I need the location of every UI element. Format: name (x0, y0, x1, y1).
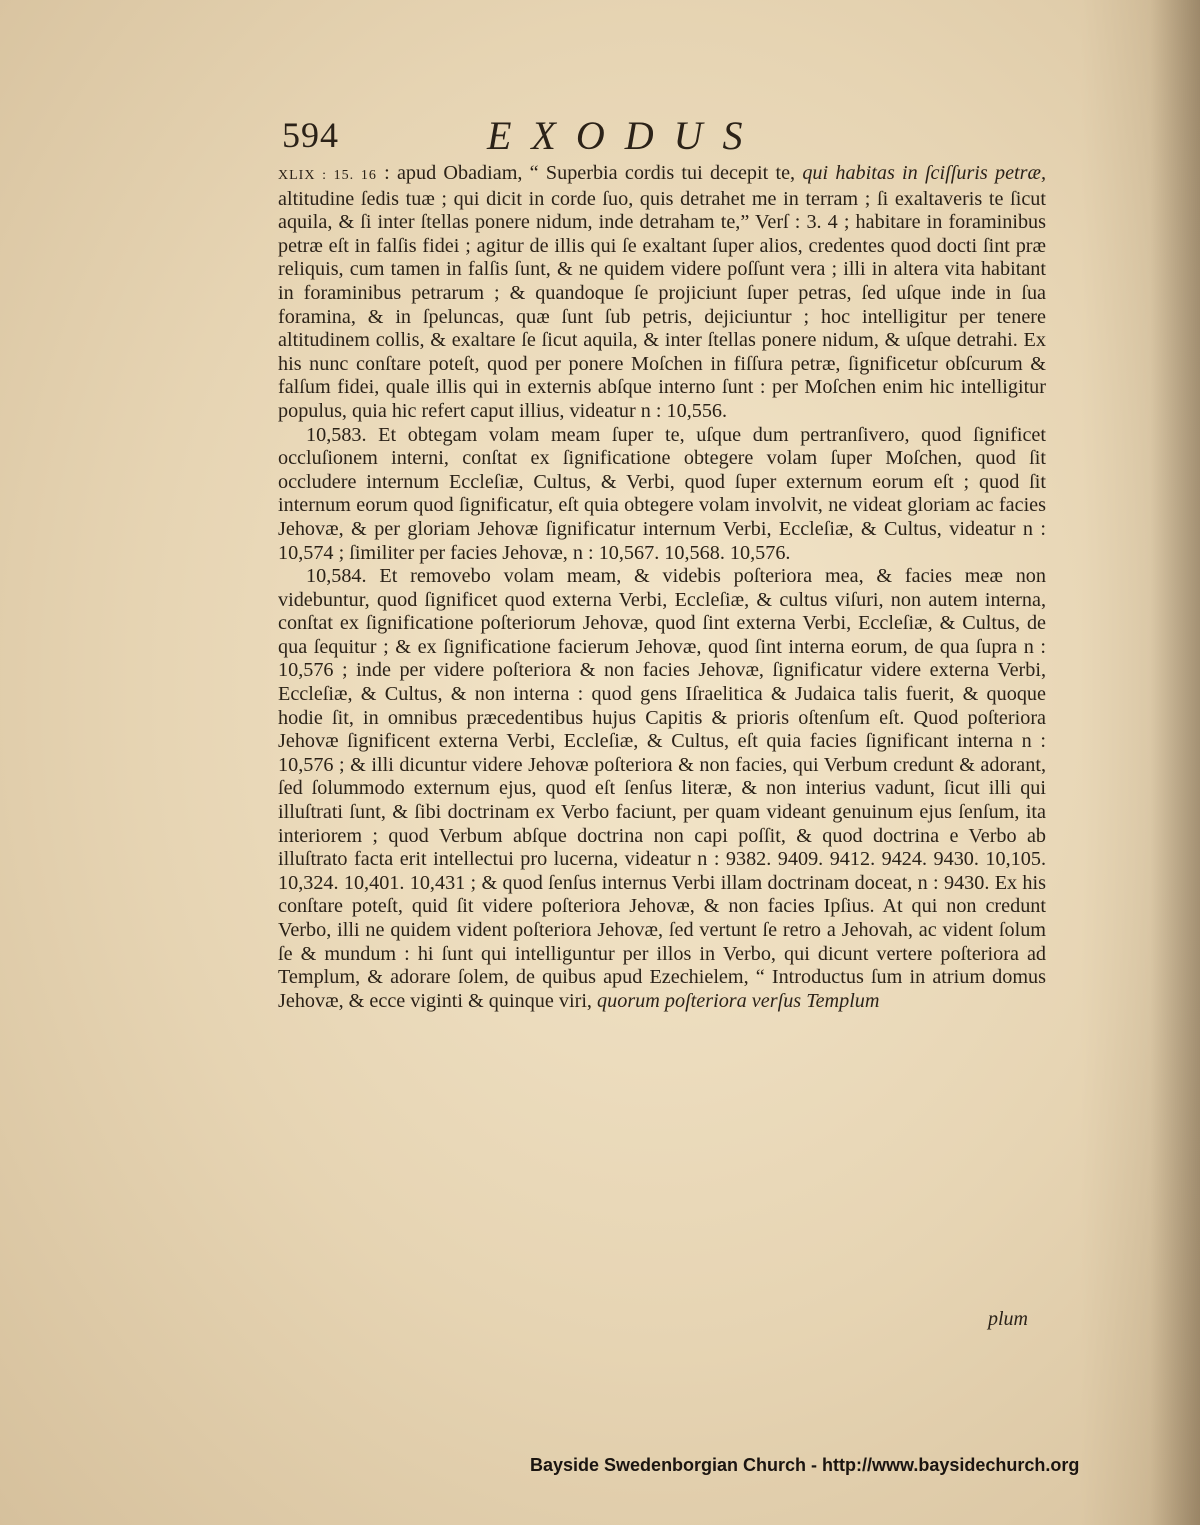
body-text (278, 162, 1046, 1013)
page-number: 594 (282, 115, 339, 155)
italic-quote: quorum poſteriora verſus Templum (597, 989, 880, 1012)
footer-credit: Bayside Swedenborgian Church - http://www.baysidechurch.org (530, 1455, 1080, 1475)
text-run: 10,584. Et removebo volam meam, & videbis poſteriora mea, & facies meæ non videbuntur, quod ſignificet quod externa Verbi, Eccleſiæ, & cultus viſuri, non autem interna, conſtat ex ſignificatione poſteriorum Jehovæ, quod ſint externa Verbi, Eccleſiæ, & Cultus, de qua ſequitur ; & ex ſignificatione facierum Jehovæ, quod ſint interna eorum, de qua ſupra n : 10,576 ; inde per videre poſteriora & non facies Jehovæ, ſignificatur videre externa Verbi, Eccleſiæ, & Cultus, & non interna : quod gens Iſraelitica & Judaica talis fuerit, & quoque hodie ſit, in omnibus præcedentibus hujus Capitis & prioris oſtenſum eſt. Quod poſteriora Jehovæ ſignificent externa Verbi, Eccleſiæ, & Cultus, eſt quia facies ſignificant interna n : 10,576 ; & illi dicuntur videre Jehovæ poſteriora & non facies, qui Verbum credunt & adorant, ſed ſolummodo externum ejus, quod eſt ſenſus literæ, & non interius vadunt, ſicut illi qui illuſtrati ſunt, & ſibi doctrinam ex Verbo faciunt, per quam videant genuinum ejus ſenſum, ita interiorem ; quod Verbum abſque doctrina non capi poſſit, & quod doctrina e Verbo ab illuſtrato facta erit intellectui pro lucerna, videatur n : 9382. 9409. 9412. 9424. 9430. 10,105. 10,324. 10,401. 10,431 ; & quod ſenſus internus Verbi illam doctrinam doceat, n : 9430. Ex his conſtare poteſt, quid ſit videre poſteriora Jehovæ, & non facies Ipſius. At qui non credunt Verbo, illi ne quidem vident poſteriora Jehovæ, ſed vertunt ſe retro a Jehovah, ac vident ſolum ſe & mundum : hi ſunt qui intelliguntur per illos in Verbo, qui dicunt vertere poſteriora ad Templum, & adorare ſolem, de quibus apud Ezechielem, “ Introductus ſum in atrium domus Jehovæ, & ecce viginti & quinque viri, (278, 565, 1046, 1012)
scripture-reference: XLIX : 15. 16 (278, 168, 377, 183)
running-head: EXODUS (487, 113, 763, 158)
page-header (282, 112, 1052, 160)
paragraph-continuation (278, 162, 1046, 424)
text-run: : apud Obadiam, “ Superbia cordis tui decepit te, (384, 162, 796, 184)
paragraph-10584 (278, 565, 1046, 1013)
text-run: altitudine ſedis tuæ ; qui dicit in corde ſuo, quis detrahet me in terram ; ſi exaltaveris te ſicut aquila, & ſi inter ſtellas ponere nidum, inde detraham te,” Verſ : 3. 4 ; habitare in foraminibus petræ eſt in falſis fidei ; agitur de illis qui ſe exaltant ſuper alios, credentes quod docti ſint præ reliquis, cum tamen in falſis ſunt, & ne quidem videre poſſunt vera ; illi in altera vita habitant in foraminibus petrarum ; & quandoque ſe projiciunt ſuper petras, ſed uſque inde in ſua foramina, & in ſpeluncas, quæ ſunt ſub petris, dejiciuntur ; hoc intelligitur per tenere altitudinem collis, & exaltare ſe ſicut aquila, & inter ſtellas ponere nidum, & uſque detrahi. Ex his nunc conſtare poteſt, quod per ponere Moſchen in fiſſura petræ, ſignificetur obſcurum & falſum fidei, quale illis qui in externis abſque interno ſunt : per Moſchen enim hic intelligitur populus, quia hic refert caput illius, videatur n : 10,556. (278, 187, 1046, 422)
paragraph-10583: 10,583. Et obtegam volam meam ſuper te, uſque dum pertranſivero, quod ſignificet occluſionem interni, conſtat ex ſignificatione obtegere volam ſuper Moſchen, quod ſit occludere internum Eccleſiæ, Cultus, & Verbi, quod ſuper externum eorum eſt ; quod ſit internum eorum quod ſignificatur, eſt quia obtegere volam involvit, ne videat gloriam ac facies Jehovæ, & per gloriam Jehovæ ſignificatur internum Verbi, Eccleſiæ, & Cultus, videatur n : 10,574 ; ſimiliter per facies Jehovæ, n : 10,567. 10,568. 10,576. (278, 423, 1046, 564)
italic-quote: qui habitas in ſciſſuris petræ, (802, 162, 1047, 184)
page-edge-shadow (1150, 0, 1200, 1525)
catchword: plum (988, 1308, 1028, 1330)
